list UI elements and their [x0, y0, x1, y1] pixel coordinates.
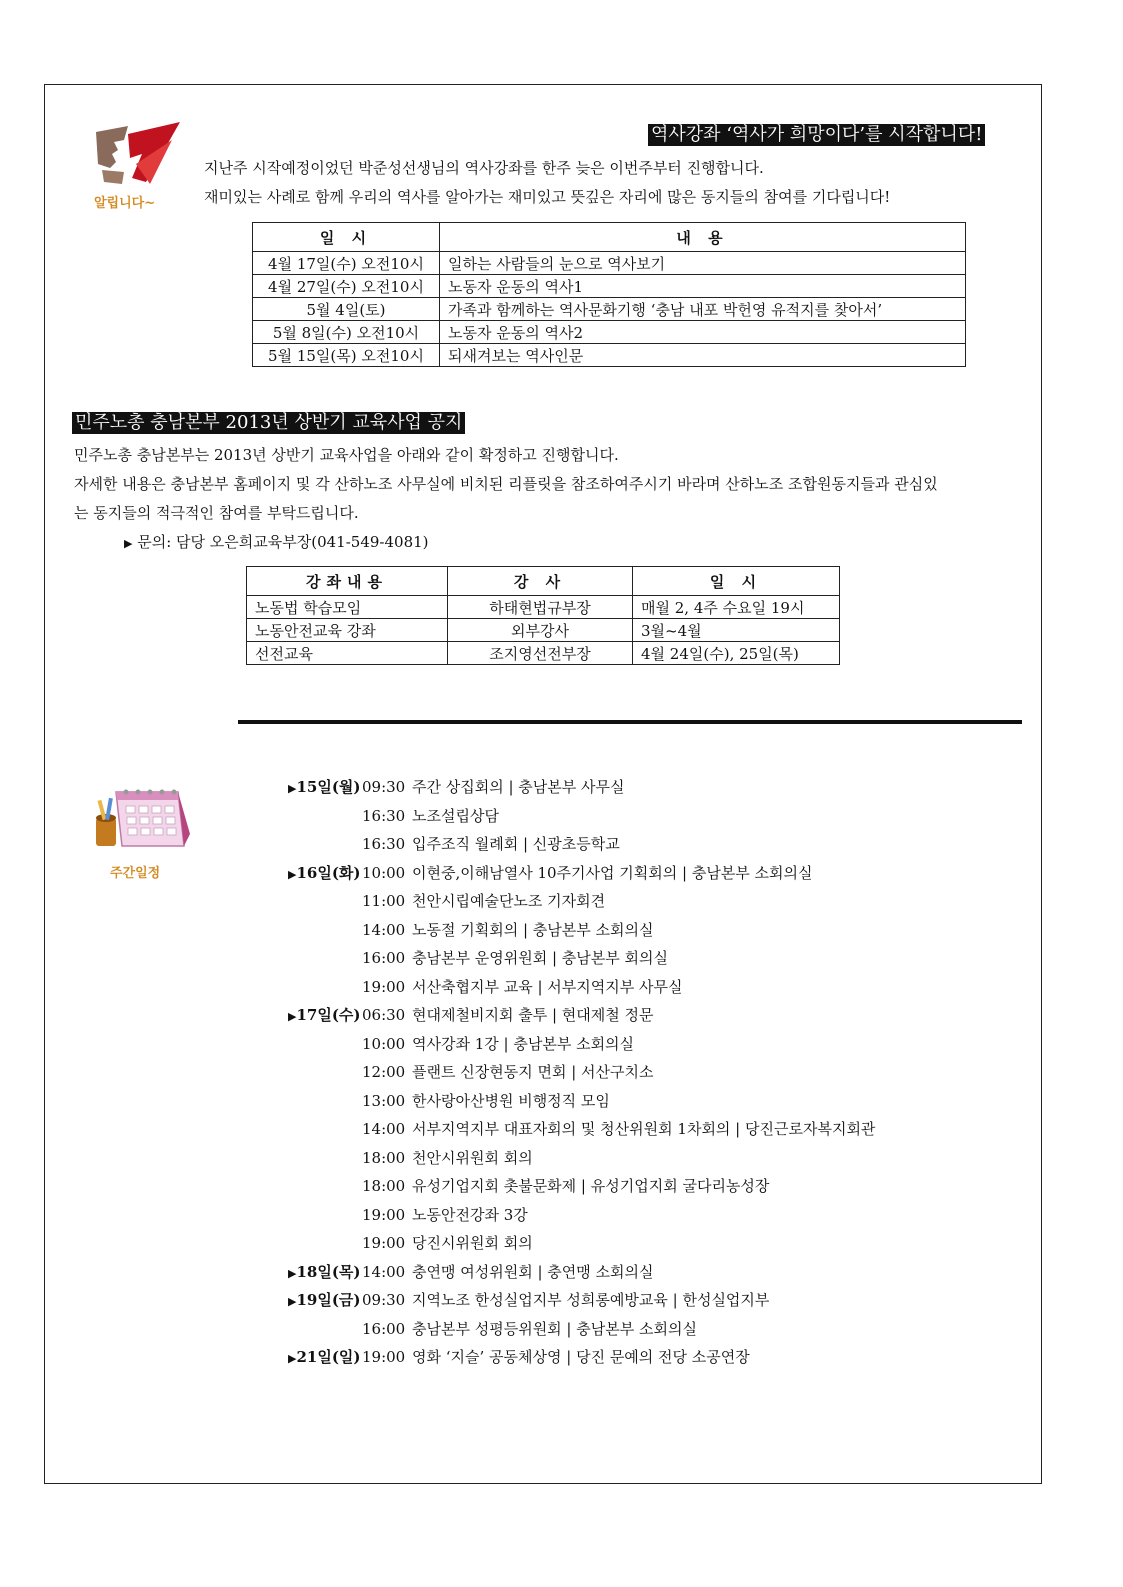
table-row — [253, 252, 966, 275]
schedule-time: 16:00 — [362, 1319, 406, 1338]
schedule-time: 19:00 — [362, 977, 406, 996]
schedule-time: 19:00 — [362, 1348, 406, 1366]
schedule-item — [288, 1315, 697, 1343]
schedule-text: 충연맹 여성위원회 | 충연맹 소회의실 — [412, 1262, 654, 1281]
schedule-item — [288, 1258, 653, 1286]
schedule-text: 영화 ‘지슬’ 공동체상영 | 당진 문예의 전당 소공연장 — [412, 1348, 750, 1366]
schedule-time: 11:00 — [362, 892, 406, 910]
schedule-item — [288, 1172, 769, 1200]
table-cell-date: 4월 27일(수) 오전10시 — [253, 275, 440, 298]
schedule-badge-label: 주간일정 — [110, 866, 161, 881]
table-header-cell: 강 사 — [448, 567, 633, 596]
schedule-text: 이현중,이해남열사 10주기사업 기획회의 | 충남본부 소회의실 — [412, 863, 813, 882]
schedule-item — [288, 1115, 875, 1143]
table-header-cell: 일 시 — [253, 223, 440, 252]
schedule-day — [288, 773, 362, 803]
table-header-cell: 내 용 — [440, 223, 966, 252]
schedule-time: 18:00 — [362, 1148, 406, 1167]
lecture-section-title: 역사강좌 ‘역사가 희망이다’를 시작합니다! — [648, 124, 985, 146]
schedule-time: 18:00 — [362, 1177, 406, 1195]
table-header-row — [253, 223, 966, 252]
schedule-day-label: 19일(금) — [296, 1291, 361, 1309]
schedule-item — [288, 1201, 528, 1229]
schedule-text: 역사강좌 1강 | 충남본부 소회의실 — [412, 1034, 635, 1053]
schedule-item — [288, 1343, 750, 1371]
schedule-time: 19:00 — [362, 1234, 406, 1252]
table-cell-date: 4월 24일(수), 25일(목) — [633, 642, 840, 665]
table-row — [247, 596, 840, 619]
edu-table — [246, 566, 840, 665]
schedule-item — [288, 773, 625, 801]
triangle-bullet-icon: ▶ — [288, 1266, 297, 1280]
table-cell-course: 선전교육 — [247, 642, 448, 665]
edu-contact-text: 문의: 담당 오은희교육부장(041-549-4081) — [137, 533, 429, 551]
schedule-day-label: 16일(화) — [296, 863, 361, 882]
table-cell-date: 5월 4일(토) — [253, 298, 440, 321]
schedule-text: 지역노조 한성실업지부 성희롱예방교육 | 한성실업지부 — [412, 1291, 770, 1309]
table-cell-content: 일하는 사람들의 눈으로 역사보기 — [440, 252, 966, 275]
table-row — [253, 275, 966, 298]
table-row — [247, 642, 840, 665]
schedule-item — [288, 859, 813, 887]
schedule-item — [288, 1030, 634, 1058]
table-cell-date: 5월 8일(수) 오전10시 — [253, 321, 440, 344]
table-cell-lecturer: 하태현법규부장 — [448, 596, 633, 619]
schedule-text: 유성기업지회 촛불문화제 | 유성기업지회 굴다리농성장 — [412, 1177, 770, 1195]
calendar-icon — [86, 784, 190, 862]
table-cell-content: 노동자 운동의 역사2 — [440, 321, 966, 344]
schedule-item — [288, 973, 682, 1001]
schedule-item — [288, 802, 499, 830]
schedule-text: 주간 상집회의 | 충남본부 사무실 — [412, 778, 625, 796]
table-cell-date: 5월 15일(목) 오전10시 — [253, 344, 440, 367]
schedule-item — [288, 1286, 769, 1314]
schedule-time: 19:00 — [362, 1205, 406, 1224]
schedule-day — [288, 1258, 362, 1288]
lecture-line-2: 재미있는 사례로 함께 우리의 역사를 알아가는 재미있고 뜻깊은 자리에 많은 동지들의 참여를 기다립니다! — [204, 188, 891, 206]
edu-section-title: 민주노총 충남본부 2013년 상반기 교육사업 공지 — [72, 412, 465, 434]
schedule-text: 충남본부 운영위원회 | 충남본부 회의실 — [412, 949, 668, 967]
table-cell-content: 가족과 함께하는 역사문화기행 ‘충남 내포 박헌영 유적지를 찾아서’ — [440, 298, 966, 321]
schedule-text: 노동절 기획회의 | 충남본부 소회의실 — [412, 920, 654, 939]
table-cell-course: 노동법 학습모임 — [247, 596, 448, 619]
schedule-text: 입주조직 월례회 | 신광초등학교 — [412, 835, 620, 853]
schedule-time: 09:30 — [362, 778, 406, 796]
table-cell-lecturer: 외부강사 — [448, 619, 633, 642]
table-cell-content: 되새겨보는 역사인문 — [440, 344, 966, 367]
schedule-text: 서부지역지부 대표자회의 및 청산위원회 1차회의 | 당진근로자복지회관 — [412, 1120, 876, 1138]
edu-line-3: 는 동지들의 적극적인 참여를 부탁드립니다. — [74, 504, 359, 522]
schedule-time: 14:00 — [362, 1262, 406, 1281]
table-header-row — [247, 567, 840, 596]
schedule-item — [288, 830, 620, 858]
table-cell-date: 4월 17일(수) 오전10시 — [253, 252, 440, 275]
schedule-text: 서산축협지부 교육 | 서부지역지부 사무실 — [412, 977, 683, 996]
schedule-day-label: 15일(월) — [296, 778, 361, 796]
table-header-cell: 강좌내용 — [247, 567, 448, 596]
table-row — [253, 298, 966, 321]
schedule-day — [288, 1343, 362, 1373]
schedule-day — [288, 1286, 362, 1316]
schedule-day-label: 17일(수) — [296, 1006, 361, 1024]
schedule-day-label: 18일(목) — [296, 1262, 361, 1281]
schedule-time: 09:30 — [362, 1291, 406, 1309]
schedule-time: 16:00 — [362, 949, 406, 967]
edu-line-1: 민주노총 충남본부는 2013년 상반기 교육사업을 아래와 같이 확정하고 진행합니다. — [74, 446, 619, 464]
schedule-item — [288, 1001, 653, 1029]
triangle-bullet-icon: ▶ — [288, 1352, 297, 1365]
edu-contact — [124, 528, 429, 558]
schedule-item — [288, 916, 653, 944]
table-row — [253, 344, 966, 367]
schedule-time: 13:00 — [362, 1091, 406, 1110]
schedule-time: 12:00 — [362, 1063, 406, 1081]
notice-badge-label: 알립니다~ — [94, 196, 156, 211]
triangle-bullet-icon: ▶ — [288, 1010, 297, 1023]
schedule-text: 노동안전강좌 3강 — [412, 1205, 528, 1224]
table-row — [253, 321, 966, 344]
schedule-day — [288, 1001, 362, 1031]
schedule-item — [288, 1087, 610, 1115]
table-cell-course: 노동안전교육 강좌 — [247, 619, 448, 642]
schedule-item — [288, 1144, 533, 1172]
edu-line-2: 자세한 내용은 충남본부 홈페이지 및 각 산하노조 사무실에 비치된 리플릿을 참조하여주시기 바라며 산하노조 조합원동지들과 관심있 — [74, 475, 938, 493]
schedule-time: 16:30 — [362, 835, 406, 853]
triangle-bullet-icon: ▶ — [288, 1295, 297, 1308]
triangle-bullet-icon: ▶ — [288, 782, 297, 795]
schedule-item — [288, 944, 668, 972]
schedule-text: 한사랑아산병원 비행정직 모임 — [412, 1091, 610, 1110]
schedule-time: 16:30 — [362, 806, 406, 825]
table-cell-date: 3월~4월 — [633, 619, 840, 642]
table-header-cell: 일 시 — [633, 567, 840, 596]
schedule-item — [288, 1229, 533, 1257]
schedule-text: 당진시위원회 회의 — [412, 1234, 533, 1252]
section-divider — [238, 720, 1022, 724]
schedule-text: 플랜트 신장현동지 면회 | 서산구치소 — [412, 1063, 654, 1081]
table-cell-lecturer: 조지영선전부장 — [448, 642, 633, 665]
triangle-bullet-icon: ▶ — [124, 537, 133, 550]
table-cell-content: 노동자 운동의 역사1 — [440, 275, 966, 298]
schedule-time: 14:00 — [362, 1120, 406, 1138]
schedule-day-label: 21일(일) — [296, 1348, 361, 1366]
schedule-day — [288, 859, 362, 889]
table-cell-date: 매월 2, 4주 수요일 19시 — [633, 596, 840, 619]
schedule-time: 10:00 — [362, 1034, 406, 1053]
lecture-line-1: 지난주 시작예정이었던 박준성선생님의 역사강좌를 한주 늦은 이번주부터 진행합니다. — [204, 159, 764, 177]
schedule-item — [288, 1058, 653, 1086]
schedule-text: 노조설립상담 — [412, 806, 499, 825]
schedule-item — [288, 887, 605, 915]
schedule-text: 현대제철비지회 출투 | 현대제철 정문 — [412, 1006, 654, 1024]
lecture-table — [252, 222, 966, 367]
schedule-time: 14:00 — [362, 920, 406, 939]
schedule-time: 10:00 — [362, 863, 406, 882]
triangle-bullet-icon: ▶ — [288, 867, 297, 881]
table-row — [247, 619, 840, 642]
schedule-text: 천안시립예술단노조 기자회견 — [412, 892, 606, 910]
schedule-text: 천안시위원회 회의 — [412, 1148, 533, 1167]
schedule-time: 06:30 — [362, 1006, 406, 1024]
schedule-text: 충남본부 성평등위원회 | 충남본부 소회의실 — [412, 1319, 697, 1338]
